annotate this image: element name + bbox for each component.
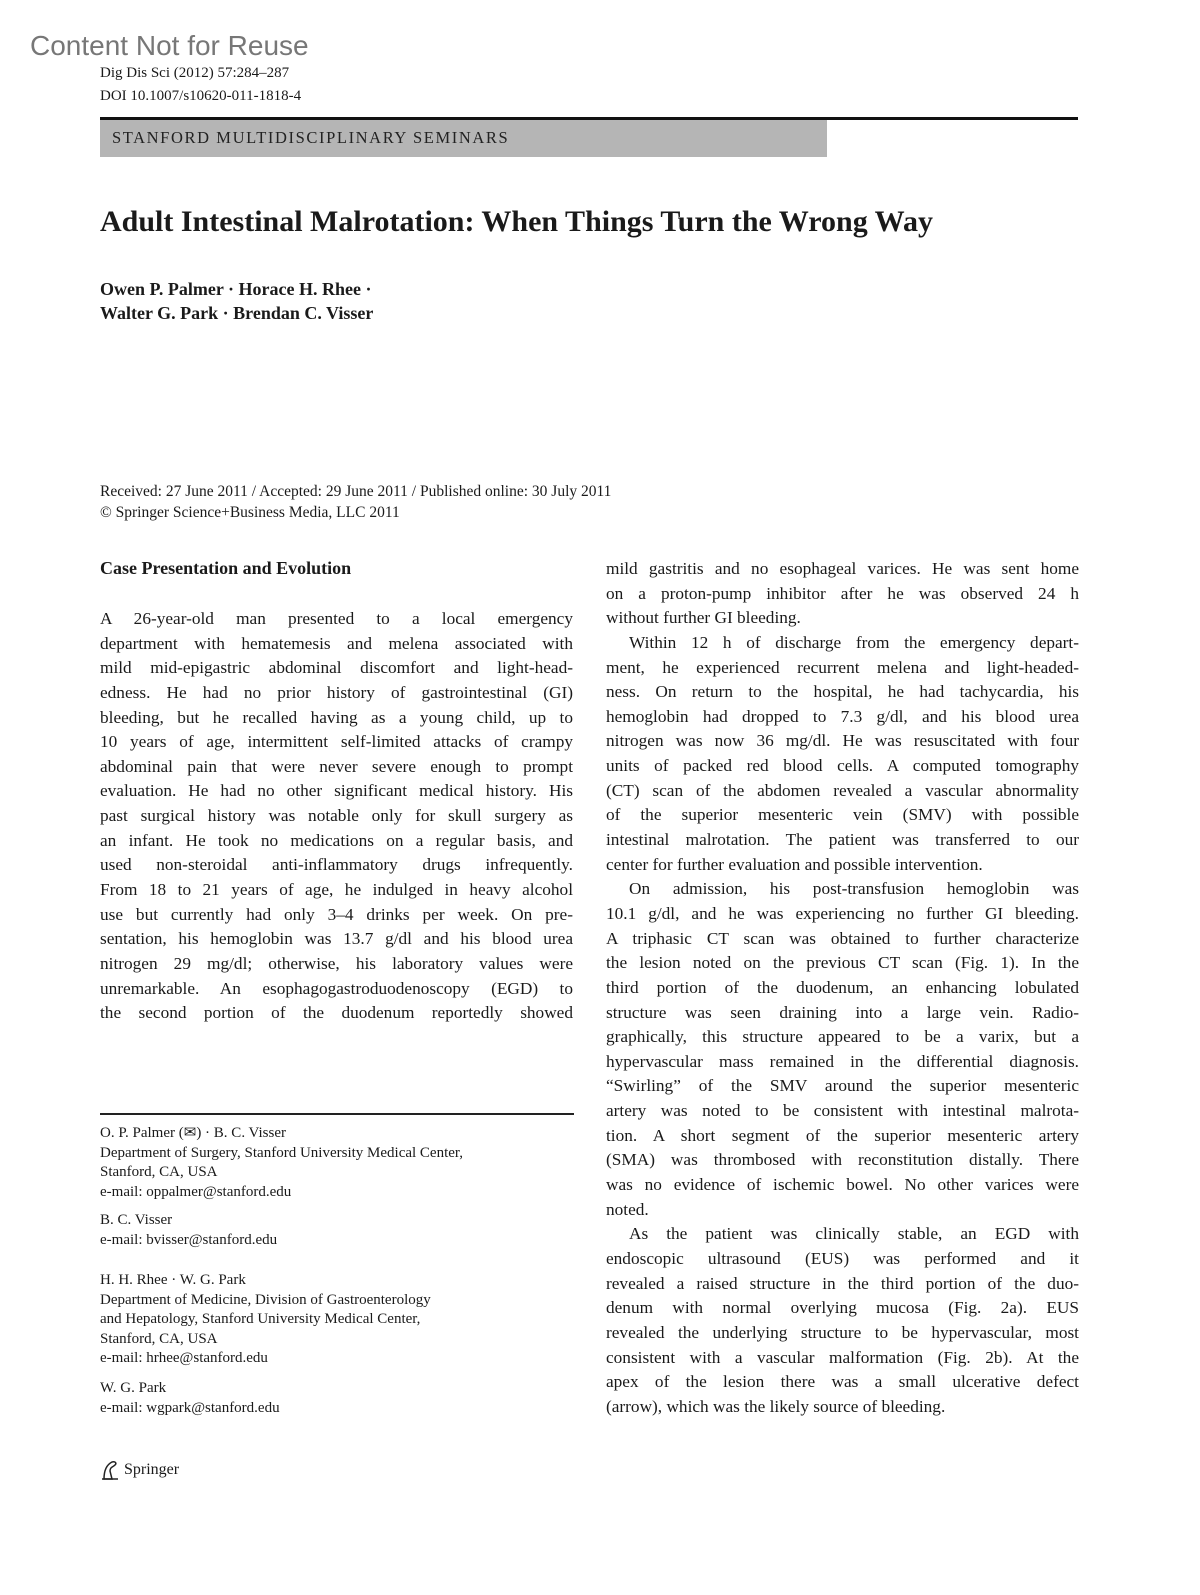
text-line: A triphasic CT scan was obtained to further characterize: [606, 928, 1079, 948]
doi: DOI 10.1007/s10620-011-1818-4: [100, 88, 302, 104]
text-line: nitrogen was now 36 mg/dl. He was resuscitated with four: [606, 731, 1079, 751]
text-line: abdominal pain that were never severe enough to prompt: [100, 756, 573, 776]
text-line: (arrow), which was the likely source of bleeding.: [606, 1396, 946, 1416]
text-line: hypervascular mass remained in the differential diagnosis.: [606, 1051, 1079, 1071]
affiliation-line: Stanford, CA, USA: [100, 1164, 218, 1181]
text-line: On admission, his post-transfusion hemoglobin was: [629, 879, 1079, 899]
email-line[interactable]: e-mail: hrhee@stanford.edu: [100, 1350, 268, 1367]
article-title: Adult Intestinal Malrotation: When Things Turn the Wrong Way: [100, 205, 934, 238]
email-line[interactable]: e-mail: oppalmer@stanford.edu: [100, 1183, 292, 1200]
text-line: of the superior mesenteric vein (SMV) with possible: [606, 805, 1079, 825]
text-line: the lesion noted on the previous CT scan (Fig. 1). In the: [606, 953, 1079, 973]
text-line: consistent with a vascular malformation (Fig. 2b). At the: [606, 1347, 1079, 1367]
text-line: units of packed red blood cells. A computed tomography: [606, 756, 1079, 776]
text-line: As the patient was clinically stable, an EGD with: [629, 1224, 1079, 1244]
affiliation-line: Stanford, CA, USA: [100, 1330, 218, 1347]
text-line: past surgical history was notable only for skull surgery as: [100, 806, 573, 826]
text-line: (CT) scan of the abdomen revealed a vascular abnormality: [606, 780, 1079, 800]
text-line: tion. A short segment of the superior mesenteric artery: [606, 1125, 1079, 1145]
text-line: Within 12 h of discharge from the emergency depart-: [629, 632, 1079, 652]
author-line: Owen P. Palmer · Horace H. Rhee ·: [100, 279, 372, 299]
text-line: without further GI bleeding.: [606, 608, 801, 628]
text-line: revealed a raised structure in the third portion of the duo-: [606, 1273, 1079, 1293]
text-line: noted.: [606, 1199, 649, 1219]
affiliation-line: B. C. Visser: [100, 1212, 173, 1228]
text-line: the second portion of the duodenum reportedly showed: [100, 1003, 573, 1023]
watermark: Content Not for Reuse: [30, 30, 309, 61]
springer-label: Springer: [124, 1461, 180, 1478]
text-line: revealed the underlying structure to be hypervascular, most: [606, 1322, 1079, 1342]
text-line: an infant. He took no medications on a regular basis, and: [100, 830, 573, 850]
email-line[interactable]: e-mail: wgpark@stanford.edu: [100, 1399, 280, 1416]
text-line: bleeding, but he recalled having as a young child, up to: [100, 707, 573, 727]
text-line: use but currently had only 3–4 drinks per week. On pre-: [100, 904, 573, 924]
affiliation-line: Department of Surgery, Stanford University Medical Center,: [100, 1144, 464, 1161]
email-line[interactable]: e-mail: bvisser@stanford.edu: [100, 1231, 278, 1248]
author-line: Walter G. Park · Brendan C. Visser: [100, 303, 374, 323]
affiliation-line: H. H. Rhee · W. G. Park: [100, 1272, 246, 1288]
text-line: ment, he experienced recurrent melena and light-headed-: [606, 657, 1079, 677]
text-line: graphically, this structure appeared to be a varix, but a: [606, 1027, 1079, 1047]
text-line: department with hematemesis and melena associated with: [100, 633, 573, 653]
affiliation-block: [100, 1124, 463, 1202]
affiliation-line: Department of Medicine, Division of Gastroenterology: [100, 1291, 431, 1308]
text-line: apex of the lesion there was a small ulcerative defect: [606, 1372, 1079, 1392]
text-line: From 18 to 21 years of age, he indulged in heavy alcohol: [100, 880, 573, 900]
text-line: third portion of the duodenum, an enhancing lobulated: [606, 977, 1079, 997]
springer-logo: [100, 1459, 179, 1481]
copyright: © Springer Science+Business Media, LLC 2011: [100, 504, 400, 521]
section-band-label: STANFORD MULTIDISCIPLINARY SEMINARS: [112, 128, 510, 147]
text-line: “Swirling” of the SMV around the superior mesenteric: [606, 1076, 1079, 1096]
text-line: hemoglobin had dropped to 7.3 g/dl, and his blood urea: [606, 706, 1079, 726]
affiliation-block: [100, 1271, 431, 1369]
journal-citation: Dig Dis Sci (2012) 57:284–287: [100, 65, 290, 81]
text-line: (SMA) was thrombosed with reconstitution distally. There: [606, 1150, 1079, 1170]
text-line: on a proton-pump inhibitor after he was observed 24 h: [606, 583, 1079, 603]
text-line: endoscopic ultrasound (EUS) was performed and it: [606, 1248, 1079, 1268]
article-dates: [100, 481, 611, 523]
text-line: A 26-year-old man presented to a local emergency: [100, 609, 573, 628]
text-line: denum with normal overlying mucosa (Fig. 2a). EUS: [606, 1298, 1079, 1318]
section-heading: Case Presentation and Evolution: [100, 558, 352, 578]
text-line: evaluation. He had no other significant medical history. His: [100, 781, 573, 801]
text-line: artery was noted to be consistent with intestinal malrota-: [606, 1101, 1079, 1121]
affiliation-block: [100, 1379, 280, 1418]
text-line: center for further evaluation and possible intervention.: [606, 854, 983, 874]
author-list: [100, 277, 373, 325]
text-line: structure was seen draining into a large vein. Radio-: [606, 1002, 1079, 1022]
text-line: unremarkable. An esophagogastroduodenoscopy (EGD) to: [100, 978, 573, 998]
right-column-body: [606, 557, 1079, 1419]
text-line: mild gastritis and no esophageal varices. He was sent home: [606, 559, 1079, 578]
text-line: 10.1 g/dl, and he was experiencing no further GI bleeding.: [606, 903, 1079, 923]
affiliation-line: O. P. Palmer (✉) · B. C. Visser: [100, 1125, 286, 1141]
section-band: [100, 120, 827, 157]
text-line: was no evidence of ischemic bowel. No other varices were: [606, 1175, 1079, 1195]
text-line: nitrogen 29 mg/dl; otherwise, his laboratory values were: [100, 953, 573, 973]
text-line: intestinal malrotation. The patient was transferred to our: [606, 830, 1079, 850]
affiliation-line: W. G. Park: [100, 1380, 167, 1396]
text-line: used non-steroidal anti-inflammatory drugs infrequently.: [100, 855, 573, 875]
left-column-body: [100, 607, 573, 1026]
affiliation-line: and Hepatology, Stanford University Medical Center,: [100, 1311, 421, 1328]
text-line: sentation, his hemoglobin was 13.7 g/dl and his blood urea: [100, 929, 573, 949]
date-history: Received: 27 June 2011 / Accepted: 29 June 2011 / Published online: 30 July 2011: [100, 483, 612, 500]
text-line: edness. He had no prior history of gastrointestinal (GI): [100, 682, 573, 702]
footnote-rule: [100, 1113, 574, 1115]
affiliation-block: [100, 1211, 277, 1250]
text-line: mild mid-epigastric abdominal discomfort and light-head-: [100, 658, 573, 678]
text-line: 10 years of age, intermittent self-limited attacks of crampy: [100, 732, 573, 752]
springer-horse-icon: [100, 1459, 120, 1481]
text-line: ness. On return to the hospital, he had tachycardia, his: [606, 682, 1079, 702]
